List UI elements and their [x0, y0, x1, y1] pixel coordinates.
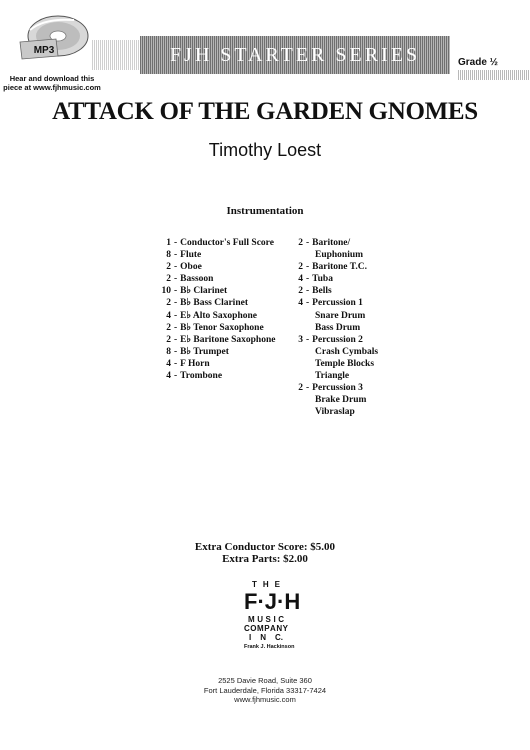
logo-line-the: T H E: [252, 580, 280, 589]
list-item: 10 - B♭ Clarinet: [161, 286, 228, 297]
list-item: 4 - E♭ Alto Saxophone: [166, 310, 257, 321]
list-item: 8 - B♭ Trumpet: [166, 346, 229, 357]
list-item: 8 - Flute: [166, 250, 202, 261]
logo-founder: Frank J. Hackinson: [244, 644, 295, 650]
list-item: 2 - B♭ Bass Clarinet: [166, 298, 248, 309]
list-item: 4 - Trombone: [166, 371, 223, 382]
list-subitem: Brake Drum: [315, 395, 367, 406]
list-item: 2 - Baritone T.C.: [298, 262, 367, 273]
list-subitem: Temple Blocks: [315, 358, 375, 369]
instrument-list-right: [296, 237, 378, 418]
series-banner: [140, 36, 450, 74]
mp3-badge-label: MP3: [33, 45, 55, 56]
list-item: 4 - Tuba: [298, 274, 333, 285]
logo-line-inc: I N C.: [249, 633, 283, 642]
list-item: 1 - Conductor's Full Score: [166, 238, 274, 248]
grade-label: Grade ½: [458, 57, 499, 68]
instrumentation-heading: Instrumentation: [226, 205, 304, 217]
logo-fjh: F · J · H: [244, 589, 301, 614]
publisher-logo: [244, 580, 301, 666]
logo-line-company: C O M P A N Y: [244, 624, 288, 633]
list-item: 2 - E♭ Baritone Saxophone: [166, 334, 276, 345]
instrument-list-left: [156, 237, 275, 382]
download-note: Hear and download this piece at www.fjhmusic.com: [3, 74, 101, 92]
logo-line-music: M U S I C: [248, 615, 284, 624]
list-subitem: Triangle: [315, 371, 350, 382]
list-subitem: Snare Drum: [315, 310, 366, 321]
list-item: 2 - Bells: [298, 286, 332, 297]
mp3-cd-icon: [14, 12, 100, 74]
extra-parts-price: Extra Parts: $2.00: [222, 553, 308, 565]
list-item: 2 - B♭ Tenor Saxophone: [166, 322, 264, 333]
conductor-score-price: Extra Conductor Score: $5.00: [194, 541, 336, 553]
publisher-address: 2525 Davie Road, Suite 360 Fort Lauderdale, Florida 33317-7424 www.fjhmusic.com: [203, 676, 327, 704]
list-item: 4 - F Horn: [166, 358, 210, 369]
list-item: 2 - Percussion 3: [298, 383, 363, 394]
banner-texture: [92, 40, 142, 70]
composer-name: Timothy Loest: [208, 140, 322, 160]
list-item: 4 - Percussion 1: [298, 298, 363, 309]
list-item: 2 - Bassoon: [166, 274, 214, 285]
list-subitem: Vibraslap: [315, 407, 355, 418]
piece-title: ATTACK OF THE GARDEN GNOMES: [52, 98, 478, 125]
series-title: FJH STARTER SERIES: [169, 43, 421, 66]
list-item: 3 - Percussion 2: [298, 334, 363, 345]
list-subitem: Crash Cymbals: [315, 346, 379, 357]
grade-bar: [458, 70, 530, 80]
list-subitem: Bass Drum: [315, 322, 361, 333]
list-item: 2 - Baritone/: [298, 238, 351, 248]
list-subitem: Euphonium: [315, 250, 364, 261]
list-item: 2 - Oboe: [166, 262, 202, 273]
